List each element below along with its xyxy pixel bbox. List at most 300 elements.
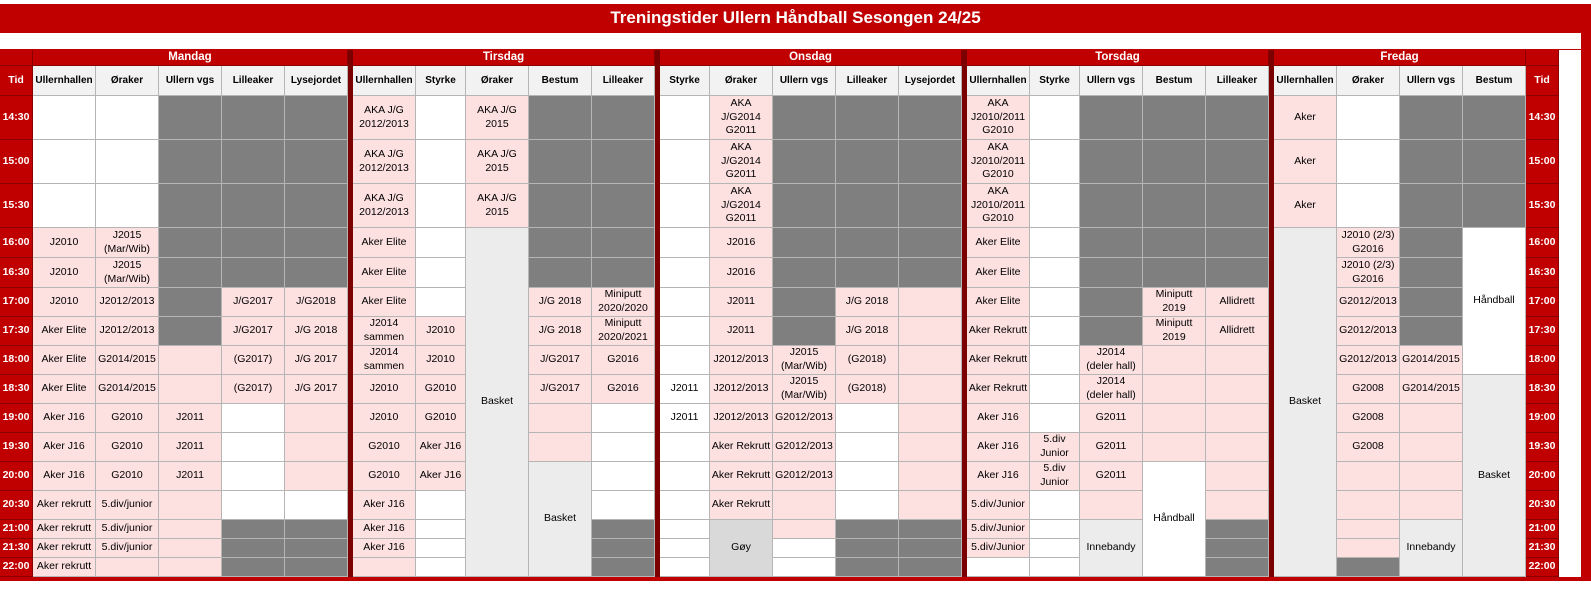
empty-slot: [899, 317, 962, 346]
schedule-slot: Miniputt 2020/2021: [592, 317, 655, 346]
empty-slot: [159, 184, 222, 228]
schedule-slot: 5.div/Junior: [967, 520, 1030, 539]
schedule-slot: G2014/2015: [1400, 346, 1463, 375]
empty-slot: [159, 375, 222, 404]
empty-slot: [1143, 96, 1206, 140]
schedule-slot: G2010: [416, 375, 466, 404]
schedule-slot: AKA J/G 2012/2013: [353, 96, 416, 140]
schedule-slot: Aker Elite: [967, 258, 1030, 288]
column-header: Ullernhallen: [1274, 66, 1337, 96]
empty-slot: [96, 558, 159, 577]
schedule-slot: (G2017): [222, 375, 285, 404]
day-header: Tirsdag: [353, 50, 655, 66]
empty-slot: [836, 491, 899, 520]
empty-slot: [285, 258, 348, 288]
empty-slot: [1463, 184, 1526, 228]
schedule-slot: Aker J16: [353, 491, 416, 520]
schedule-slot: Aker J16: [353, 520, 416, 539]
schedule-slot: 5.div/junior: [96, 539, 159, 558]
empty-slot: [1400, 184, 1463, 228]
empty-slot: [416, 539, 466, 558]
empty-slot: [222, 258, 285, 288]
empty-slot: [96, 96, 159, 140]
empty-slot: [222, 140, 285, 184]
schedule-slot: Aker Elite: [967, 288, 1030, 317]
empty-slot: [159, 140, 222, 184]
empty-slot: [660, 433, 710, 462]
column-header: Styrke: [416, 66, 466, 96]
empty-slot: [899, 228, 962, 258]
empty-slot: [592, 404, 655, 433]
empty-slot: [1337, 539, 1400, 558]
time-label: 17:30: [1526, 317, 1559, 346]
empty-slot: [1400, 288, 1463, 317]
empty-slot: [899, 375, 962, 404]
empty-slot: [660, 317, 710, 346]
empty-slot: [529, 140, 592, 184]
empty-slot: [285, 140, 348, 184]
empty-slot: [1206, 140, 1269, 184]
empty-slot: [660, 140, 710, 184]
time-label: 18:30: [0, 375, 33, 404]
empty-slot: [899, 184, 962, 228]
empty-slot: [529, 433, 592, 462]
schedule-slot: G2012/2013: [1337, 317, 1400, 346]
empty-slot: [660, 96, 710, 140]
empty-slot: [899, 462, 962, 491]
empty-slot: [285, 520, 348, 539]
time-label: 14:30: [1526, 96, 1559, 140]
schedule-slot: G2011: [1080, 433, 1143, 462]
schedule-slot: (G2018): [836, 375, 899, 404]
empty-slot: [836, 96, 899, 140]
schedule-slot: AKA J/G2014 G2011: [710, 140, 773, 184]
empty-slot: [416, 520, 466, 539]
schedule-slot: Innebandy: [1400, 520, 1463, 577]
empty-slot: [33, 96, 96, 140]
schedule-slot: J2011: [159, 433, 222, 462]
empty-slot: [1463, 96, 1526, 140]
empty-slot: [1030, 258, 1080, 288]
schedule-slot: J2010: [33, 288, 96, 317]
schedule-slot: J2015 (Mar/Wib): [773, 375, 836, 404]
schedule-slot: G2016: [592, 346, 655, 375]
empty-slot: [285, 539, 348, 558]
empty-slot: [773, 288, 836, 317]
empty-slot: [836, 228, 899, 258]
schedule-slot: Aker Rekrutt: [710, 433, 773, 462]
empty-slot: [285, 491, 348, 520]
empty-slot: [1080, 96, 1143, 140]
empty-slot: [592, 539, 655, 558]
empty-slot: [1030, 184, 1080, 228]
empty-slot: [159, 258, 222, 288]
empty-slot: [1143, 433, 1206, 462]
time-label: 19:30: [1526, 433, 1559, 462]
empty-slot: [773, 317, 836, 346]
empty-slot: [416, 140, 466, 184]
schedule-slot: J2014 sammen: [353, 317, 416, 346]
empty-slot: [1400, 228, 1463, 258]
column-header: Lysejordet: [899, 66, 962, 96]
column-header: Øraker: [710, 66, 773, 96]
empty-slot: [660, 520, 710, 539]
empty-slot: [1400, 258, 1463, 288]
empty-slot: [899, 539, 962, 558]
schedule-slot: Aker J16: [967, 404, 1030, 433]
column-header: Ullern vgs: [159, 66, 222, 96]
empty-slot: [899, 346, 962, 375]
empty-slot: [159, 539, 222, 558]
empty-slot: [222, 433, 285, 462]
schedule-slot: J2015 (Mar/Wib): [773, 346, 836, 375]
column-header: Ullern vgs: [773, 66, 836, 96]
empty-slot: [1206, 462, 1269, 491]
schedule-slot: J2010: [416, 346, 466, 375]
empty-slot: [773, 228, 836, 258]
schedule-slot: G2014/2015: [96, 375, 159, 404]
time-label: 22:00: [1526, 558, 1559, 577]
column-header: Lilleaker: [1206, 66, 1269, 96]
time-label: 22:00: [0, 558, 33, 577]
schedule-slot: J2010 (2/3) G2016: [1337, 258, 1400, 288]
schedule-slot: G2012/2013: [773, 433, 836, 462]
time-label: 19:00: [0, 404, 33, 433]
empty-slot: [773, 96, 836, 140]
schedule-slot: Aker Rekrutt: [967, 375, 1030, 404]
empty-slot: [529, 258, 592, 288]
schedule-slot: Aker: [1274, 96, 1337, 140]
empty-slot: [285, 184, 348, 228]
time-label: 15:30: [1526, 184, 1559, 228]
empty-slot: [899, 433, 962, 462]
right-edge-bar: [1581, 31, 1591, 577]
schedule-slot: Basket: [1463, 375, 1526, 577]
schedule-slot: J/G 2018: [529, 288, 592, 317]
schedule-slot: Basket: [1274, 228, 1337, 577]
schedule-slot: J2011: [660, 375, 710, 404]
schedule-slot: J2014 (deler hall): [1080, 375, 1143, 404]
empty-slot: [1143, 258, 1206, 288]
schedule-slot: J/G 2018: [836, 288, 899, 317]
schedule-slot: Aker Rekrutt: [967, 346, 1030, 375]
empty-slot: [285, 462, 348, 491]
schedule-slot: J2011: [159, 462, 222, 491]
empty-slot: [1143, 346, 1206, 375]
schedule-slot: Aker rekrutt: [33, 558, 96, 577]
time-header-right: Tid: [1526, 66, 1559, 96]
empty-slot: [1337, 491, 1400, 520]
schedule-slot: G2010: [96, 433, 159, 462]
empty-slot: [529, 96, 592, 140]
empty-slot: [773, 520, 836, 539]
empty-slot: [592, 520, 655, 539]
column-header: Lilleaker: [592, 66, 655, 96]
time-label: 16:00: [0, 228, 33, 258]
empty-slot: [836, 140, 899, 184]
time-label: 16:30: [1526, 258, 1559, 288]
empty-slot: [222, 462, 285, 491]
schedule-slot: J2010: [33, 258, 96, 288]
schedule-slot: J2010: [416, 317, 466, 346]
time-label: 20:00: [0, 462, 33, 491]
time-label: 17:00: [1526, 288, 1559, 317]
schedule-slot: G2010: [96, 404, 159, 433]
empty-slot: [1030, 520, 1080, 539]
schedule-slot: Aker: [1274, 140, 1337, 184]
time-label: 19:30: [0, 433, 33, 462]
schedule-slot: AKA J2010/2011 G2010: [967, 184, 1030, 228]
time-label: 20:00: [1526, 462, 1559, 491]
empty-slot: [773, 184, 836, 228]
column-header: Ullernhallen: [33, 66, 96, 96]
title-underline: [0, 31, 1591, 33]
schedule-slot: (G2018): [836, 346, 899, 375]
empty-slot: [836, 184, 899, 228]
column-header: Øraker: [96, 66, 159, 96]
column-header: Styrke: [660, 66, 710, 96]
schedule-slot: G2008: [1337, 375, 1400, 404]
empty-slot: [416, 491, 466, 520]
empty-slot: [1080, 491, 1143, 520]
empty-slot: [592, 433, 655, 462]
empty-slot: [1206, 558, 1269, 577]
schedule-slot: Allidrett: [1206, 317, 1269, 346]
empty-slot: [592, 258, 655, 288]
schedule-slot: 5.div/Junior: [967, 491, 1030, 520]
schedule-slot: Aker rekrutt: [33, 520, 96, 539]
schedule-slot: J2010: [353, 404, 416, 433]
schedule-slot: J/G2017: [222, 317, 285, 346]
empty-slot: [1206, 404, 1269, 433]
schedule-slot: Aker Rekrutt: [967, 317, 1030, 346]
empty-slot: [416, 288, 466, 317]
empty-slot: [660, 288, 710, 317]
empty-slot: [416, 228, 466, 258]
empty-slot: [1030, 140, 1080, 184]
empty-slot: [1337, 140, 1400, 184]
empty-slot: [660, 258, 710, 288]
schedule-slot: J2012/2013: [710, 404, 773, 433]
empty-slot: [1080, 317, 1143, 346]
time-label: 18:00: [1526, 346, 1559, 375]
empty-slot: [353, 558, 416, 577]
empty-slot: [96, 184, 159, 228]
empty-slot: [159, 491, 222, 520]
schedule-slot: Aker Elite: [353, 258, 416, 288]
empty-slot: [1206, 520, 1269, 539]
schedule-slot: Miniputt 2020/2020: [592, 288, 655, 317]
schedule-slot: J2012/2013: [710, 346, 773, 375]
sheet-title: Treningstider Ullern Håndball Sesongen 24/25: [0, 4, 1591, 31]
empty-slot: [899, 258, 962, 288]
empty-slot: [1400, 404, 1463, 433]
empty-slot: [1206, 184, 1269, 228]
schedule-slot: J2015 (Mar/Wib): [96, 228, 159, 258]
schedule-slot: AKA J/G 2012/2013: [353, 140, 416, 184]
empty-slot: [773, 558, 836, 577]
schedule-slot: J2016: [710, 258, 773, 288]
empty-slot: [222, 539, 285, 558]
empty-slot: [1206, 539, 1269, 558]
empty-slot: [1030, 228, 1080, 258]
empty-slot: [285, 404, 348, 433]
schedule-slot: J/G2017: [529, 375, 592, 404]
schedule-slot: Håndball: [1463, 228, 1526, 375]
schedule-slot: (G2017): [222, 346, 285, 375]
schedule-slot: J2011: [660, 404, 710, 433]
time-label: 17:30: [0, 317, 33, 346]
empty-slot: [222, 184, 285, 228]
empty-slot: [1080, 140, 1143, 184]
empty-slot: [96, 140, 159, 184]
empty-slot: [1080, 288, 1143, 317]
schedule-slot: Håndball: [1143, 462, 1206, 577]
schedule-slot: 5.div/junior: [96, 520, 159, 539]
day-header: Mandag: [33, 50, 348, 66]
empty-slot: [159, 288, 222, 317]
day-header: Torsdag: [967, 50, 1269, 66]
day-header: Fredag: [1274, 50, 1526, 66]
empty-slot: [592, 96, 655, 140]
schedule-slot: Aker Rekrutt: [710, 491, 773, 520]
empty-slot: [1206, 96, 1269, 140]
schedule-slot: J2011: [159, 404, 222, 433]
schedule-slot: J/G 2018: [285, 317, 348, 346]
schedule-slot: Aker J16: [353, 539, 416, 558]
empty-slot: [1143, 375, 1206, 404]
empty-slot: [529, 404, 592, 433]
empty-slot: [1206, 228, 1269, 258]
time-label: 18:30: [1526, 375, 1559, 404]
empty-slot: [773, 140, 836, 184]
empty-slot: [592, 462, 655, 491]
schedule-slot: Aker Elite: [33, 317, 96, 346]
empty-slot: [159, 317, 222, 346]
empty-slot: [660, 184, 710, 228]
empty-slot: [159, 346, 222, 375]
column-header: Bestum: [529, 66, 592, 96]
schedule-slot: Aker J16: [967, 462, 1030, 491]
empty-slot: [773, 258, 836, 288]
empty-slot: [660, 346, 710, 375]
empty-slot: [1030, 375, 1080, 404]
schedule-slot: Basket: [466, 228, 529, 577]
empty-slot: [1463, 140, 1526, 184]
schedule-slot: Aker rekrutt: [33, 491, 96, 520]
schedule-slot: J2014 (deler hall): [1080, 346, 1143, 375]
schedule-slot: AKA J/G 2012/2013: [353, 184, 416, 228]
schedule-slot: J2010: [353, 375, 416, 404]
schedule-slot: J/G 2017: [285, 375, 348, 404]
column-header: Ullern vgs: [1400, 66, 1463, 96]
empty-slot: [222, 491, 285, 520]
empty-slot: [773, 539, 836, 558]
column-header: Øraker: [466, 66, 529, 96]
schedule-slot: AKA J2010/2011 G2010: [967, 96, 1030, 140]
empty-slot: [1030, 404, 1080, 433]
empty-slot: [836, 462, 899, 491]
empty-slot: [967, 558, 1030, 577]
column-header: Ullernhallen: [353, 66, 416, 96]
schedule-slot: G2012/2013: [1337, 288, 1400, 317]
corner-left: [0, 50, 33, 66]
column-header: Ullern vgs: [1080, 66, 1143, 96]
schedule-slot: Allidrett: [1206, 288, 1269, 317]
schedule-slot: Basket: [529, 462, 592, 577]
schedule-slot: Aker J16: [33, 433, 96, 462]
schedule-slot: G2010: [96, 462, 159, 491]
schedule-slot: Aker J16: [416, 462, 466, 491]
column-header: Bestum: [1143, 66, 1206, 96]
schedule-slot: J/G 2017: [285, 346, 348, 375]
time-label: 18:00: [0, 346, 33, 375]
empty-slot: [660, 558, 710, 577]
schedule-slot: J2012/2013: [96, 317, 159, 346]
time-label: 20:30: [0, 491, 33, 520]
schedule-slot: AKA J/G 2015: [466, 184, 529, 228]
schedule-slot: G2014/2015: [1400, 375, 1463, 404]
schedule-slot: 5.div Junior: [1030, 462, 1080, 491]
schedule-slot: G2008: [1337, 404, 1400, 433]
schedule-slot: Miniputt 2019: [1143, 288, 1206, 317]
column-header: Bestum: [1463, 66, 1526, 96]
empty-slot: [1337, 96, 1400, 140]
time-label: 19:00: [1526, 404, 1559, 433]
schedule-slot: G2012/2013: [1337, 346, 1400, 375]
time-label: 16:00: [1526, 228, 1559, 258]
time-label: 20:30: [1526, 491, 1559, 520]
empty-slot: [222, 96, 285, 140]
time-label: 21:00: [0, 520, 33, 539]
schedule-slot: Innebandy: [1080, 520, 1143, 577]
empty-slot: [1337, 558, 1400, 577]
empty-slot: [836, 433, 899, 462]
corner-right: [1526, 50, 1559, 66]
schedule-slot: J2010 (2/3) G2016: [1337, 228, 1400, 258]
schedule-slot: 5.div/Junior: [967, 539, 1030, 558]
schedule-slot: G2008: [1337, 433, 1400, 462]
empty-slot: [1030, 346, 1080, 375]
schedule-slot: AKA J/G 2015: [466, 96, 529, 140]
empty-slot: [1206, 375, 1269, 404]
schedule-slot: Aker Elite: [33, 375, 96, 404]
empty-slot: [1400, 462, 1463, 491]
empty-slot: [836, 258, 899, 288]
empty-slot: [1400, 433, 1463, 462]
time-label: 17:00: [0, 288, 33, 317]
column-header: Ullernhallen: [967, 66, 1030, 96]
empty-slot: [416, 184, 466, 228]
empty-slot: [159, 96, 222, 140]
schedule-slot: Aker rekrutt: [33, 539, 96, 558]
empty-slot: [416, 96, 466, 140]
time-label: 14:30: [0, 96, 33, 140]
time-label: 15:00: [0, 140, 33, 184]
empty-slot: [285, 228, 348, 258]
empty-slot: [1337, 462, 1400, 491]
empty-slot: [1030, 491, 1080, 520]
empty-slot: [899, 404, 962, 433]
day-header: Onsdag: [660, 50, 962, 66]
time-label: 15:00: [1526, 140, 1559, 184]
schedule-slot: AKA J/G2014 G2011: [710, 96, 773, 140]
schedule-slot: J2011: [710, 317, 773, 346]
empty-slot: [285, 558, 348, 577]
schedule-slot: G2010: [353, 433, 416, 462]
empty-slot: [592, 228, 655, 258]
empty-slot: [899, 96, 962, 140]
